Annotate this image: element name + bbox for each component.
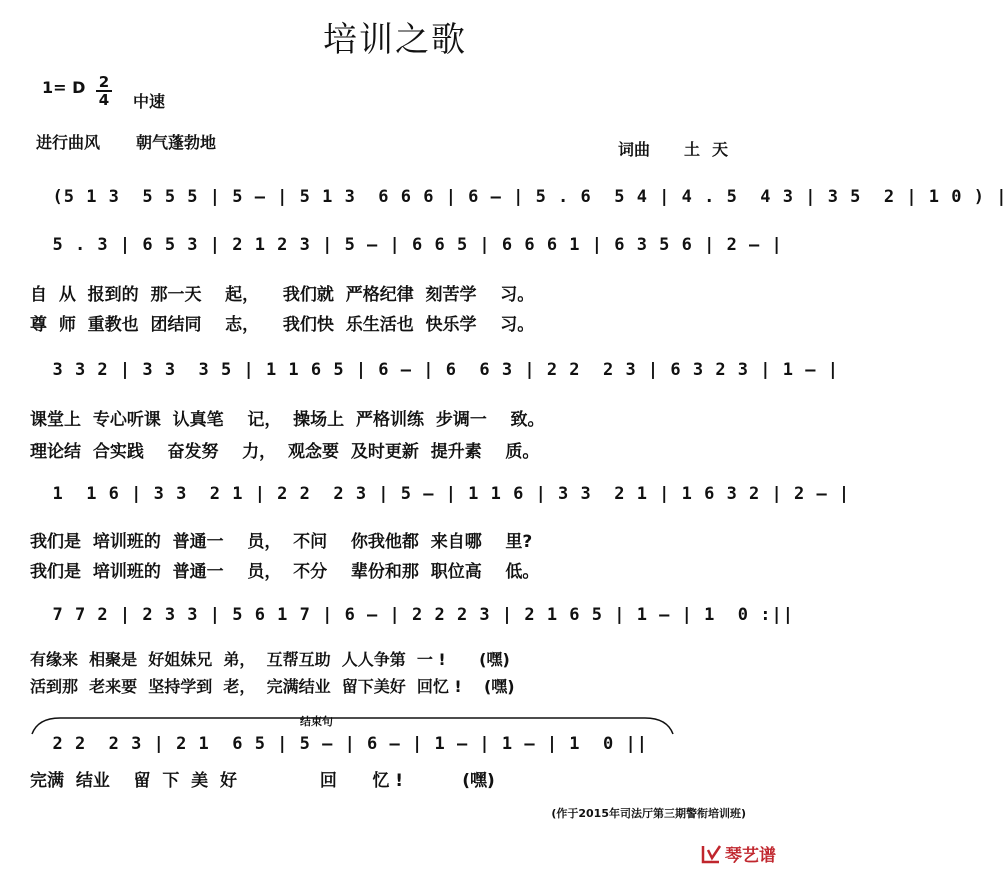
lyric-verse-2: 尊 师 重教也 团结同 志， 我们快 乐生活也 快乐学 习。	[30, 315, 535, 335]
site-logo[interactable]	[701, 841, 776, 866]
tempo-marking: 中速	[133, 92, 166, 111]
song-title: 培训之歌	[323, 20, 467, 60]
notation-line-1	[30, 187, 1007, 227]
time-numerator: 2	[96, 74, 112, 92]
lyric-verse-2: 理论结 合实践 奋发努 力， 观念要 及时更新 提升素 质。	[30, 442, 540, 462]
lyric-verse-2: 我们是 培训班的 普通一 员， 不分 辈份和那 职位高 低。	[30, 562, 540, 582]
lyric-ending: 完满 结业 留 下 美 好 回 忆 ! (嘿)	[30, 771, 495, 791]
lyric-verse-2: 活到那 老来要 坚持学到 老， 完满结业 留下美好 回忆 ! (嘿)	[30, 677, 515, 696]
lyric-verse-1: 我们是 培训班的 普通一 员， 不问 你我他都 来自哪 里?	[30, 532, 533, 552]
key-signature: 1= D	[42, 78, 86, 97]
ending-label: 结束句	[300, 715, 333, 728]
notation-text: 3 3 2 | 3 3 3 5 | 1 1 6 5 | 6 — | 6 6 3 | 2 2 2 3 | 6 3 2 3 | 1 — |	[52, 360, 839, 380]
notation-line-5	[30, 605, 794, 645]
lyric-verse-1: 有缘来 相聚是 好姐妹兄 弟， 互帮互助 人人争第 一 ! (嘿)	[30, 650, 510, 669]
time-denominator: 4	[98, 91, 110, 109]
notation-text: 5 . 3 | 6 5 3 | 2 1 2 3 | 5 — | 6 6 5 | 6 6 6 1 | 6 3 5 6 | 2 — |	[52, 235, 783, 255]
notation-line-4	[30, 484, 851, 524]
notation-text: 1 1 6 | 3 3 2 1 | 2 2 2 3 | 5 — | 1 1 6 | 3 3 2 1 | 1 6 3 2 | 2 — |	[52, 484, 851, 504]
notation-text: (5 1 3 5 5 5 | 5 — | 5 1 3 6 6 6 | 6 — | 5 . 6 5 4 | 4 . 5 4 3 | 3 5 2 | 1 0 ) |	[52, 187, 1007, 207]
notation-line-3	[30, 360, 839, 400]
footnote: (作于2015年司法厅第三期警衔培训班)	[551, 807, 746, 820]
ending-bracket	[30, 712, 675, 736]
lyric-verse-1: 自 从 报到的 那一天 起， 我们就 严格纪律 刻苦学 习。	[30, 285, 535, 305]
notation-line-2	[30, 235, 783, 275]
credit-label: 词曲	[618, 140, 651, 159]
notation-text: 7 7 2 | 2 3 3 | 5 6 1 7 | 6 — | 2 2 2 3 | 2 1 6 5 | 1 — | 1 0 :||	[52, 605, 794, 625]
lyric-verse-1: 课堂上 专心听课 认真笔 记， 操场上 严格训练 步调一 致。	[30, 410, 545, 430]
style-marking: 进行曲风	[36, 133, 101, 152]
notation-text: 2 2 2 3 | 2 1 6 5 | 5 — | 6 — | 1 — | 1 — | 1 0 ||	[52, 734, 648, 754]
logo-text: 琴艺谱	[725, 846, 776, 866]
time-signature	[96, 74, 112, 108]
expression-marking: 朝气蓬勃地	[136, 133, 217, 152]
credit-name: 土天	[684, 140, 741, 159]
logo-mark-icon	[701, 844, 723, 864]
